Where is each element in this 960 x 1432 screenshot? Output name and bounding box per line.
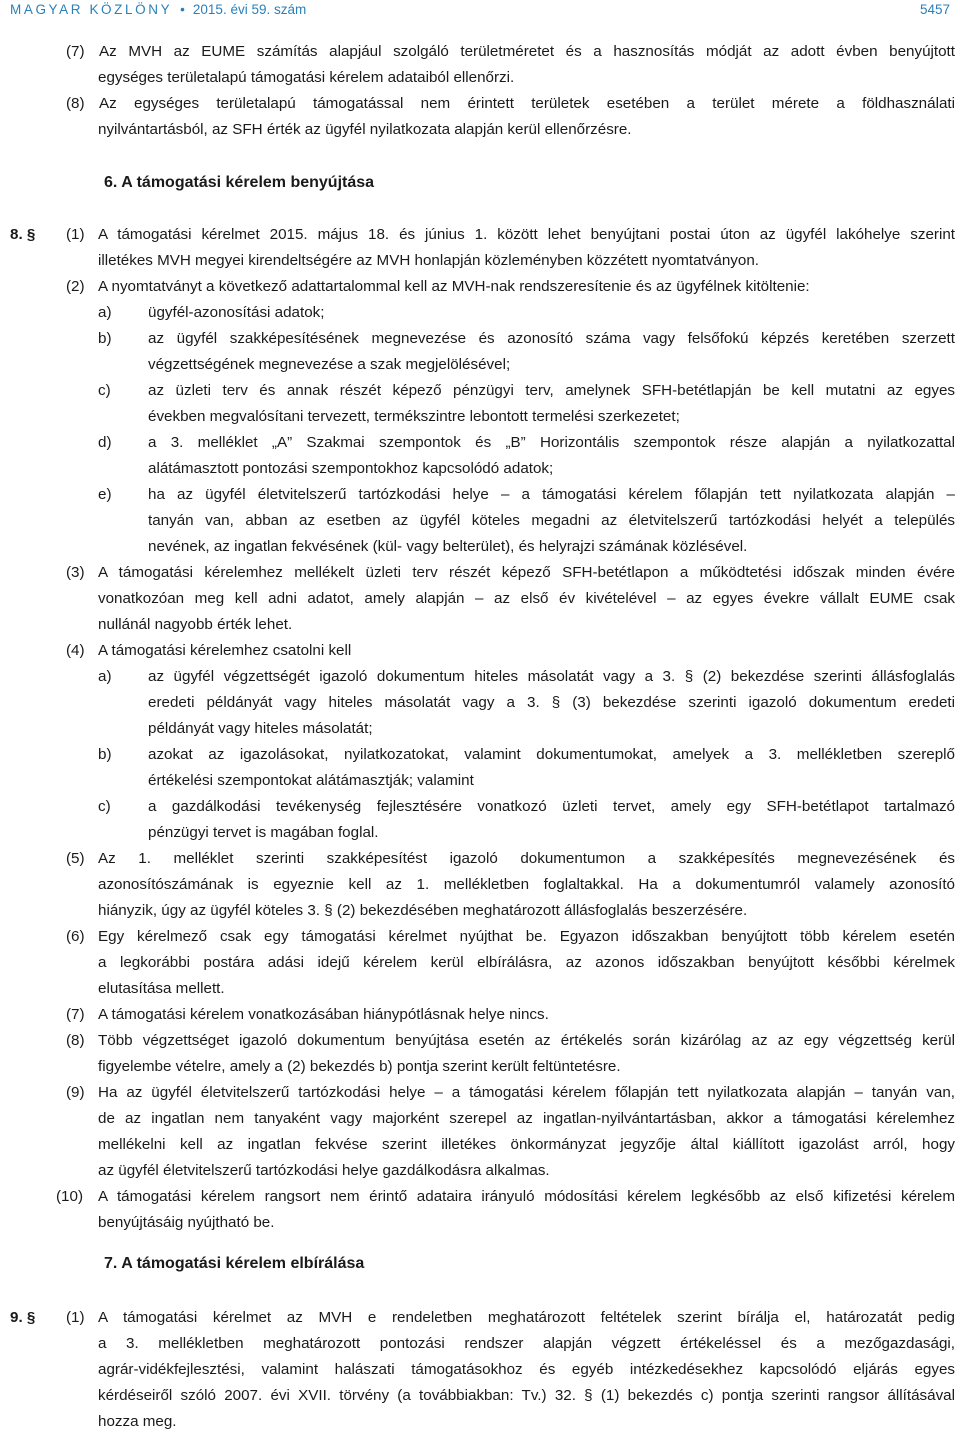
text-line: a gazdálkodási tevékenység fejlesztésére vonatkozó üzleti tervet, amely egy SFH-betétlapot tartalmazó — [148, 798, 955, 815]
text-line: az ügyfél végzettségét igazoló dokumentum hiteles másolatát vagy a 3. § (2) bekezdése szerinti állásfoglalás — [148, 668, 955, 685]
text-line: A nyomtatványt a következő adattartalommal kell az MVH-nak rendszeresítenie és az ügyfélnek kitöltenie: — [98, 278, 810, 295]
text-line: A támogatási kérelmet 2015. május 18. és június 1. között lehet benyújtani postai úton az ügyfél lakóhelye szerint — [98, 226, 955, 243]
text-line: vonatkozóan meg kell adni adatot, amely alapján – az első év kivételével – az egyes évekre vállalt EUME csak — [98, 590, 955, 607]
text-line: Az MVH az EUME számítás alapjául szolgáló területméretet és a hasznosítás módját az adott évben benyújtott — [99, 43, 955, 60]
text-line: Ha az ügyfél életvitelszerű tartózkodási helye – a támogatási kérelem főlapján tett nyilatkozata alapján – tanyán van, — [98, 1084, 955, 1101]
text-line: de az ingatlan nem tanyaként vagy majorként szerepel az ingatlan-nyilvántartásban, akkor a támogatási kérelemhez — [98, 1110, 955, 1127]
text-line: figyelembe vételre, amely a (2) bekezdés b) pontja szerint került feltüntetésre. — [98, 1058, 621, 1075]
paragraph-number: (8) — [66, 95, 85, 112]
text-line: Egy kérelmező csak egy támogatási kérelmet nyújthat be. Egyazon időszakban benyújtott több kérelem esetén — [98, 928, 955, 945]
text-line: értékelési szempontokat alátámasztják; valamint — [148, 772, 474, 789]
point-label: b) — [98, 746, 112, 763]
journal-title: MAGYAR KÖZLÖNY — [10, 2, 173, 17]
page-header — [10, 2, 950, 22]
paragraph-number: (2) — [66, 278, 85, 295]
section-heading: 7. A támogatási kérelem elbírálása — [104, 1255, 365, 1272]
text-line: azonosítószámának is egyeznie kell az 1. mellékletben foglaltakkal. Ha a dokumentumról valamely azonosító — [98, 876, 955, 893]
text-line: A támogatási kérelemhez csatolni kell — [98, 642, 352, 659]
text-line: a 3. melléklet „A” Szakmai szempontok és „B” Horizontális szempontok része alapján a nyilatkozattal — [148, 434, 955, 451]
text-line: hiányzik, úgy az ügyfél köteles 3. § (2) bekezdésében meghatározott állásfoglalás beszerzésére. — [98, 902, 748, 919]
issue-label: 2015. évi 59. szám — [192, 2, 307, 17]
text-line: illetékes MVH megyei kirendeltségére az MVH honlapján közleményben közzétett nyomtatványon. — [98, 252, 759, 269]
text-line: A támogatási kérelmet az MVH e rendeletben meghatározott feltételek szerint bírálja el, határozatát pedig — [98, 1309, 955, 1326]
text-line: A támogatási kérelem vonatkozásában hiánypótlásnak helye nincs. — [98, 1006, 549, 1023]
text-line: A támogatási kérelem rangsort nem érintő adataira irányuló módosítási kérelem legkésőbb az első kifizetési kérelem — [98, 1188, 955, 1205]
page-number: 5457 — [919, 2, 950, 17]
text-line: elutasítása mellett. — [98, 980, 225, 997]
paragraph-number: (9) — [66, 1084, 85, 1101]
text-line: ügyfél-azonosítási adatok; — [148, 304, 325, 321]
text-line: tanyán van, abban az esetben az ügyfél köteles megadni az életvitelszerű tartózkodási helyét a település — [148, 512, 955, 529]
text-line: benyújtásáig nyújtható be. — [98, 1214, 275, 1231]
text-line: mellékelni kell az ingatlan fekvése szerint illetékes önkormányzat jegyzője által kiállított igazolást arról, hogy — [98, 1136, 955, 1153]
point-label: c) — [98, 382, 111, 399]
point-label: e) — [98, 486, 112, 503]
text-line: végzettségének megnevezése a szak megjelölésével; — [148, 356, 511, 373]
point-label: a) — [98, 668, 112, 685]
text-line: hozza meg. — [98, 1413, 177, 1430]
section-heading: 6. A támogatási kérelem benyújtása — [104, 174, 375, 191]
text-line: nyilvántartásból, az SFH érték az ügyfél nyilatkozata alapján kerül ellenőrzésre. — [98, 121, 632, 138]
paragraph-number: (1) — [66, 1309, 85, 1326]
text-line: pénzügyi tervet is magában foglal. — [148, 824, 379, 841]
text-line: A támogatási kérelemhez mellékelt üzleti terv részét képező SFH-betétlapon a működtetési időszak minden évére — [98, 564, 955, 581]
text-line: Az 1. melléklet szerinti szakképesítést igazoló dokumentumon a szakképesítés megnevezésének és — [98, 850, 955, 867]
text-line: az ügyfél szakképesítésének megnevezése és azonosító száma vagy felsőfokú képzés keretében szerzett — [148, 330, 955, 347]
text-line: agrár-vidékfejlesztési, valamint halászati támogatásokhoz és egyéb intézkedésekhez kapcsolódó eljárás egyes — [98, 1361, 955, 1378]
section-number: 8. § — [10, 226, 36, 243]
text-line: az üzleti terv és annak részét képező pénzügyi terv, amelynek SFH-betétlapján be kell mutatni az egyes — [148, 382, 955, 399]
text-line: nullánál nagyobb érték lehet. — [98, 616, 293, 633]
text-line: azokat az igazolásokat, nyilatkozatokat, valamint dokumentumokat, amelyek a 3. mellékletben szereplő — [148, 746, 955, 763]
paragraph-number: (1) — [66, 226, 85, 243]
section-number: 9. § — [10, 1309, 36, 1326]
header-separator: • — [180, 2, 185, 17]
text-line: kérdéseiről szóló 2007. évi XVII. törvény (a továbbiakban: Tv.) 32. § (1) bekezdés c) pontja szerinti rangsor állításával — [98, 1387, 955, 1404]
text-line: Az egységes területalapú támogatással nem érintett területek esetében a terület mérete a földhasználati — [99, 95, 955, 112]
text-line: a 3. mellékletben meghatározott pontozási rendszer alapján végzett értékeléssel és a mezőgazdasági, — [98, 1335, 955, 1352]
paragraph-number: (6) — [66, 928, 85, 945]
paragraph-number: (5) — [66, 850, 85, 867]
text-line: nevének, az ingatlan fekvésének (kül- vagy belterület), és helyrajzi számának közlésével. — [148, 538, 748, 555]
paragraph-number: (3) — [66, 564, 85, 581]
paragraph-number: (8) — [66, 1032, 85, 1049]
paragraph-number: (7) — [66, 43, 85, 60]
paragraph-number: (4) — [66, 642, 85, 659]
text-line: alátámasztott pontozási szempontokhoz kapcsolódó adatok; — [148, 460, 554, 477]
header-left — [10, 2, 306, 17]
text-line: példányát vagy hiteles másolatát; — [148, 720, 373, 737]
point-label: c) — [98, 798, 111, 815]
paragraph-number: (7) — [66, 1006, 85, 1023]
text-line: eredeti példányát vagy hiteles másolatát vagy a 3. § (3) bekezdése szerinti igazoló dokumentum eredeti — [148, 694, 955, 711]
point-label: a) — [98, 304, 112, 321]
text-line: az ügyfél életvitelszerű tartózkodási helye gazdálkodásra alkalmas. — [98, 1162, 550, 1179]
text-line: években megvalósítani tervezett, termékszintre lebontott termelési szerkezetet; — [148, 408, 680, 425]
point-label: d) — [98, 434, 112, 451]
text-line: egységes területalapú támogatási kérelem adataiból ellenőrzi. — [98, 69, 515, 86]
text-line: a legkorábbi postára adási idejű kérelem kerül elbírálásra, az azonos időszakban benyújtott későbbi kérelmek — [98, 954, 955, 971]
text-line: Több végzettséget igazoló dokumentum benyújtása esetén az értékelés során kizárólag az az egy végzettség kerül — [98, 1032, 955, 1049]
paragraph-number: (10) — [56, 1188, 84, 1205]
point-label: b) — [98, 330, 112, 347]
text-line: ha az ügyfél életvitelszerű tartózkodási helye – a támogatási kérelem főlapján tett nyilatkozata alapján – — [148, 486, 955, 503]
